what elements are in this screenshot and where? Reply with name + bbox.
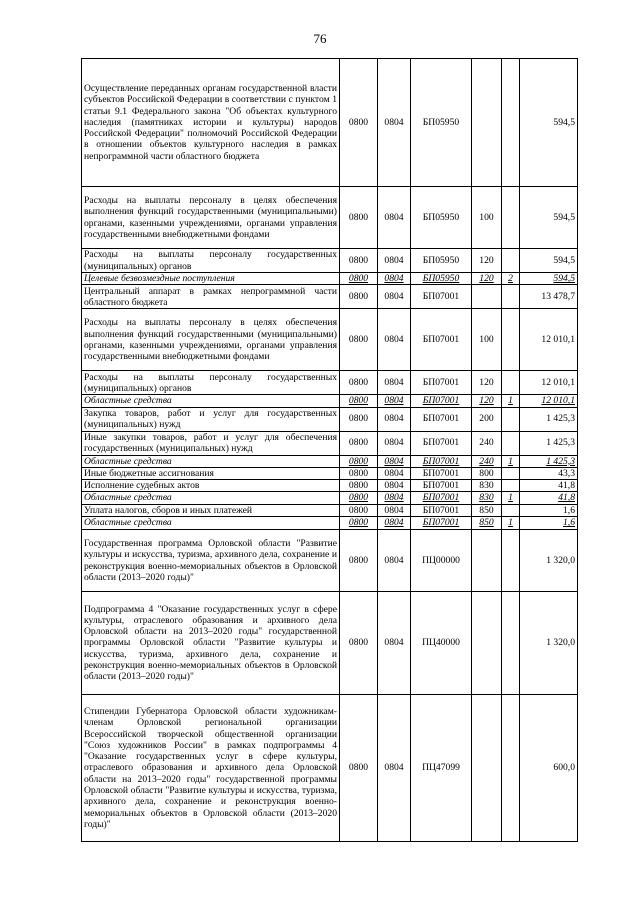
row-target-article: БП07001 (411, 285, 472, 309)
row-target-article: БП05950 (411, 59, 472, 187)
row-section-code: 0800 (340, 431, 378, 455)
row-description: Закупка товаров, работ и услуг для государственных (муниципальных) нужд (82, 407, 340, 431)
row-funding-source (502, 309, 520, 371)
table-row (82, 59, 578, 187)
table-row (82, 371, 578, 395)
row-description: Стипендии Губернатора Орловской области художникам-членам Орловской региональной организации Всероссийской творческой общественной организации "Союз художников России" в рамках подпрограммы 4 "Оказание государственных услуг в сфере культуры, отраслевого образования и архивного дела Орловской области на 2013–2020 годы" государственной программы Орловской области "Развитие культуры и искусства, туризма, архивного дела, сохранение и реконструкция военно-мемориальных объектов в Орловской области (2013–2020 годы)" (82, 695, 340, 842)
row-subsection-code: 0804 (378, 407, 411, 431)
row-target-article: БП07001 (411, 504, 472, 516)
row-funding-source (502, 530, 520, 592)
table-row (82, 592, 578, 695)
table-row (82, 285, 578, 309)
row-expense-type: 200 (472, 407, 502, 431)
row-description: Иные закупки товаров, работ и услуг для обеспечения государственных (муниципальных) нужд (82, 431, 340, 455)
row-funding-source (502, 371, 520, 395)
row-amount: 1 425,3 (520, 455, 578, 467)
table-row (82, 395, 578, 407)
row-section-code: 0800 (340, 480, 378, 492)
row-subsection-code: 0804 (378, 530, 411, 592)
row-expense-type: 120 (472, 273, 502, 285)
row-target-article: БП07001 (411, 455, 472, 467)
row-section-code: 0800 (340, 285, 378, 309)
row-section-code: 0800 (340, 59, 378, 187)
row-subsection-code: 0804 (378, 249, 411, 273)
row-amount: 12 010,1 (520, 309, 578, 371)
row-funding-source: 1 (502, 517, 520, 530)
row-description: Уплата налогов, сборов и иных платежей (82, 504, 340, 516)
row-section-code: 0800 (340, 273, 378, 285)
row-amount: 41,8 (520, 492, 578, 504)
table-row (82, 455, 578, 467)
row-expense-type (472, 285, 502, 309)
row-section-code: 0800 (340, 187, 378, 249)
row-section-code: 0800 (340, 395, 378, 407)
row-subsection-code: 0804 (378, 592, 411, 695)
row-funding-source (502, 592, 520, 695)
row-funding-source (502, 480, 520, 492)
row-section-code: 0800 (340, 249, 378, 273)
row-expense-type: 850 (472, 517, 502, 530)
row-amount: 600,0 (520, 695, 578, 842)
row-subsection-code: 0804 (378, 273, 411, 285)
row-amount: 43,3 (520, 467, 578, 479)
row-funding-source (502, 249, 520, 273)
row-target-article: БП07001 (411, 492, 472, 504)
table-row (82, 187, 578, 249)
table-row (82, 467, 578, 479)
row-description: Расходы на выплаты персоналу государственных (муниципальных) органов (82, 371, 340, 395)
row-expense-type: 100 (472, 309, 502, 371)
budget-table (81, 58, 578, 842)
row-description: Осуществление переданных органам государственной власти субъектов Российской Федерации в соответствии с пунктом 1 статьи 9.1 Федерального закона "Об объектах культурного наследия (памятниках истории и культуры) народов Российской Федерации" полномочий Российской Федерации в отношении объектов культурного наследия в рамках непрограммной части областного бюджета (82, 59, 340, 187)
table-row (82, 273, 578, 285)
row-section-code: 0800 (340, 407, 378, 431)
row-subsection-code: 0804 (378, 371, 411, 395)
table-row (82, 407, 578, 431)
row-amount: 1 320,0 (520, 530, 578, 592)
row-subsection-code: 0804 (378, 431, 411, 455)
row-funding-source (502, 431, 520, 455)
row-amount: 594,5 (520, 59, 578, 187)
table-row (82, 309, 578, 371)
row-amount: 13 478,7 (520, 285, 578, 309)
row-expense-type (472, 59, 502, 187)
row-subsection-code: 0804 (378, 695, 411, 842)
row-description: Иные бюджетные ассигнования (82, 467, 340, 479)
row-expense-type (472, 530, 502, 592)
row-amount: 12 010,1 (520, 371, 578, 395)
row-target-article: ПЦ00000 (411, 530, 472, 592)
table-row (82, 517, 578, 530)
budget-table-body (82, 59, 578, 842)
table-row (82, 249, 578, 273)
row-target-article: БП07001 (411, 395, 472, 407)
table-row (82, 695, 578, 842)
row-expense-type: 830 (472, 480, 502, 492)
row-subsection-code: 0804 (378, 480, 411, 492)
row-funding-source (502, 467, 520, 479)
row-description: Подпрограмма 4 "Оказание государственных услуг в сфере культуры, отраслевого образования и архивного дела Орловской области на 2013–2020 годы" государственной программы Орловской области "Развитие культуры и искусства, туризма, архивного дела, сохранение и реконструкция военно-мемориальных объектов в Орловской области (2013–2020 годы)" (82, 592, 340, 695)
row-section-code: 0800 (340, 592, 378, 695)
row-expense-type: 240 (472, 455, 502, 467)
row-expense-type: 240 (472, 431, 502, 455)
row-amount: 1,6 (520, 517, 578, 530)
row-description: Государственная программа Орловской области "Развитие культуры и искусства, туризма, архивного дела, сохранение и реконструкция военно-мемориальных объектов в Орловской области (2013–2020 годы)" (82, 530, 340, 592)
row-funding-source (502, 187, 520, 249)
row-target-article: БП07001 (411, 431, 472, 455)
row-amount: 41,8 (520, 480, 578, 492)
row-section-code: 0800 (340, 371, 378, 395)
row-target-article: БП07001 (411, 407, 472, 431)
row-funding-source: 1 (502, 455, 520, 467)
row-description: Целевые безвозмездные поступления (82, 273, 340, 285)
row-funding-source (502, 407, 520, 431)
row-description: Исполнение судебных актов (82, 480, 340, 492)
row-target-article: БП05950 (411, 273, 472, 285)
row-description: Областные средства (82, 492, 340, 504)
row-amount: 594,5 (520, 187, 578, 249)
row-section-code: 0800 (340, 530, 378, 592)
row-amount: 12 010,1 (520, 395, 578, 407)
row-funding-source: 1 (502, 395, 520, 407)
row-description: Областные средства (82, 517, 340, 530)
row-subsection-code: 0804 (378, 467, 411, 479)
row-description: Расходы на выплаты персоналу в целях обеспечения выполнения функций государственными (муниципальными) органами, казенными учреждениями, органами управления государственными внебюджетными фондами (82, 309, 340, 371)
table-row (82, 504, 578, 516)
row-funding-source: 1 (502, 492, 520, 504)
row-funding-source (502, 59, 520, 187)
row-amount: 1 425,3 (520, 431, 578, 455)
row-expense-type: 800 (472, 467, 502, 479)
row-section-code: 0800 (340, 504, 378, 516)
row-subsection-code: 0804 (378, 517, 411, 530)
row-subsection-code: 0804 (378, 309, 411, 371)
row-target-article: ПЦ40000 (411, 592, 472, 695)
row-section-code: 0800 (340, 492, 378, 504)
table-row (82, 480, 578, 492)
row-amount: 1 320,0 (520, 592, 578, 695)
row-expense-type: 830 (472, 492, 502, 504)
row-description: Расходы на выплаты персоналу в целях обеспечения выполнения функций государственными (муниципальными) органами, казенными учреждениями, органами управления государственными внебюджетными фондами (82, 187, 340, 249)
page-number: 76 (313, 31, 327, 46)
row-subsection-code: 0804 (378, 492, 411, 504)
row-target-article: БП07001 (411, 517, 472, 530)
row-section-code: 0800 (340, 309, 378, 371)
row-target-article: БП07001 (411, 371, 472, 395)
row-expense-type: 120 (472, 371, 502, 395)
row-section-code: 0800 (340, 517, 378, 530)
row-target-article: БП05950 (411, 249, 472, 273)
row-funding-source (502, 504, 520, 516)
row-description: Областные средства (82, 455, 340, 467)
row-expense-type: 850 (472, 504, 502, 516)
row-description: Областные средства (82, 395, 340, 407)
row-funding-source: 2 (502, 273, 520, 285)
row-target-article: БП07001 (411, 309, 472, 371)
table-row (82, 492, 578, 504)
row-description: Центральный аппарат в рамках непрограммной части областного бюджета (82, 285, 340, 309)
table-row (82, 530, 578, 592)
row-description: Расходы на выплаты персоналу государственных (муниципальных) органов (82, 249, 340, 273)
row-funding-source (502, 285, 520, 309)
row-amount: 594,5 (520, 249, 578, 273)
row-section-code: 0800 (340, 467, 378, 479)
row-subsection-code: 0804 (378, 187, 411, 249)
row-target-article: БП05950 (411, 187, 472, 249)
row-expense-type: 100 (472, 187, 502, 249)
row-subsection-code: 0804 (378, 395, 411, 407)
row-subsection-code: 0804 (378, 285, 411, 309)
row-expense-type: 120 (472, 395, 502, 407)
row-expense-type (472, 695, 502, 842)
row-target-article: БП07001 (411, 467, 472, 479)
row-subsection-code: 0804 (378, 504, 411, 516)
row-subsection-code: 0804 (378, 59, 411, 187)
row-expense-type: 120 (472, 249, 502, 273)
row-target-article: ПЦ47099 (411, 695, 472, 842)
row-funding-source (502, 695, 520, 842)
row-section-code: 0800 (340, 695, 378, 842)
row-expense-type (472, 592, 502, 695)
row-amount: 1 425,3 (520, 407, 578, 431)
row-amount: 594,5 (520, 273, 578, 285)
row-subsection-code: 0804 (378, 455, 411, 467)
row-amount: 1,6 (520, 504, 578, 516)
table-row (82, 431, 578, 455)
row-section-code: 0800 (340, 455, 378, 467)
row-target-article: БП07001 (411, 480, 472, 492)
